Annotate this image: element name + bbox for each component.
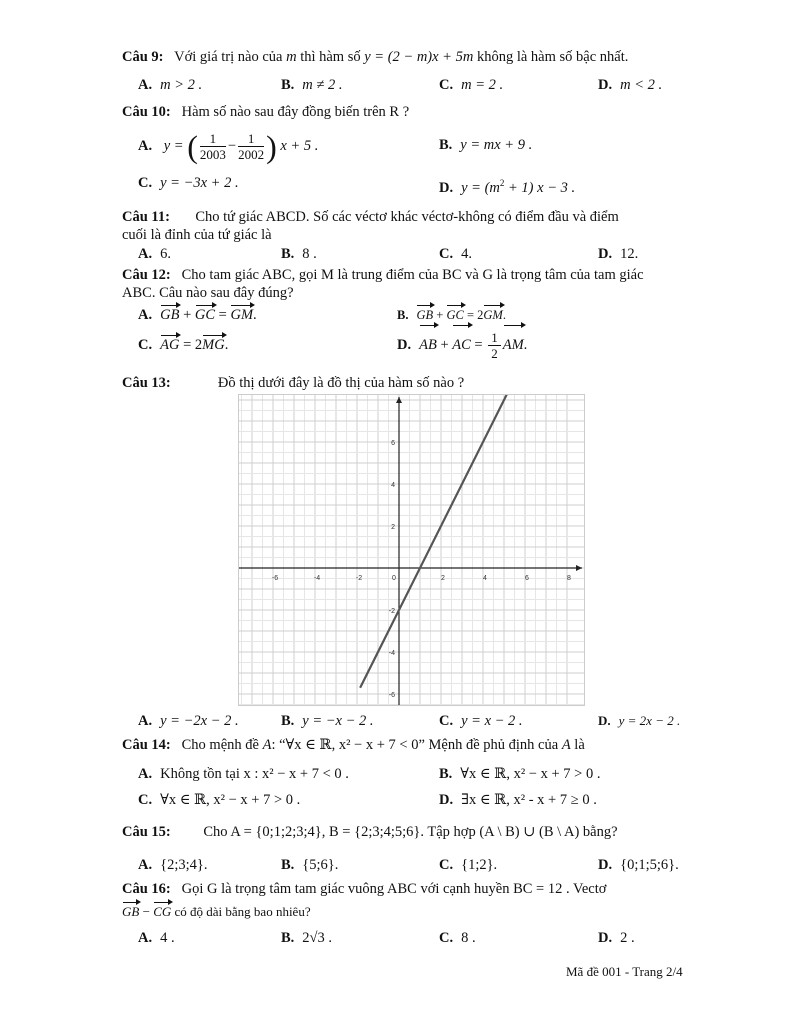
- q12-b-letter: B.: [397, 308, 409, 322]
- q15-b-text: {5;6}.: [302, 857, 339, 873]
- y-tick-label: 6: [391, 440, 395, 447]
- x-tick-label: -2: [355, 575, 363, 582]
- q15-a-text: {2;3;4}.: [160, 857, 208, 873]
- q16-a-text: 4 .: [160, 930, 175, 946]
- q14-c-text: ∀x ∈ ℝ, x² − x + 7 > 0 .: [160, 792, 301, 808]
- q10-b-text: y = mx + 9 .: [460, 137, 533, 153]
- q16-b-letter: B.: [281, 930, 295, 946]
- q9-mid: thì hàm số: [300, 49, 361, 65]
- q10-d-post: + 1) x − 3 .: [504, 179, 576, 196]
- q12-c-coef: 2: [194, 337, 203, 353]
- q14-option-d[interactable]: [439, 791, 597, 809]
- q14-b-letter: B.: [439, 766, 453, 782]
- graph-tick-labels: [272, 440, 571, 699]
- graph-series: [360, 394, 511, 688]
- q13-c-letter: C.: [439, 713, 454, 729]
- q11-text1: Cho tứ giác ABCD. Số các véctơ khác véctơ-không có điểm đầu và điểm: [195, 209, 619, 225]
- q11-c-letter: C.: [439, 246, 454, 262]
- x-tick-label: 2: [441, 575, 445, 582]
- q16-a-letter: A.: [138, 930, 153, 946]
- graph-grid: [239, 395, 584, 705]
- q15-b-letter: B.: [281, 857, 295, 873]
- q15-option-c[interactable]: [439, 856, 497, 874]
- q12-text1: Cho tam giác ABC, gọi M là trung điểm của BC và G là trọng tâm của tam giác: [181, 267, 644, 283]
- q9-func: y = (2 − m)x + 5m: [364, 49, 474, 65]
- q9-option-a[interactable]: [138, 76, 202, 94]
- x-tick-label: 0: [392, 575, 396, 582]
- q15-d-text: {0;1;5;6}.: [620, 857, 679, 873]
- q11-label: Câu 11:: [122, 209, 170, 225]
- function-graph: [238, 394, 585, 706]
- q13-b-text: y = −x − 2 .: [302, 713, 374, 729]
- q13-stem: [122, 374, 464, 392]
- q16-d-text: 2 .: [620, 930, 635, 946]
- q9-option-d[interactable]: [598, 76, 662, 94]
- q15-stem: [122, 823, 618, 841]
- q12-a-vec1: GB: [160, 307, 180, 323]
- x-tick-label: 8: [567, 575, 571, 582]
- q16-option-b[interactable]: [281, 929, 332, 947]
- q13-option-c[interactable]: [439, 712, 523, 730]
- q9-b-letter: B.: [281, 77, 295, 93]
- q14-c-letter: C.: [138, 792, 153, 808]
- q11-d-text: 12.: [620, 246, 639, 262]
- q9-a-letter: A.: [138, 77, 153, 93]
- q14-a-letter: A.: [138, 766, 153, 782]
- q11-b-letter: B.: [281, 246, 295, 262]
- q14-d-text: ∃x ∈ ℝ, x² - x + 7 ≥ 0 .: [461, 792, 597, 808]
- q15-option-b[interactable]: [281, 856, 338, 874]
- q14-option-c[interactable]: [138, 791, 300, 809]
- q13-b-letter: B.: [281, 713, 295, 729]
- q10-a-frac2: $\frac{1}{2002}$: [238, 131, 265, 163]
- q11-stem-line1: [122, 208, 619, 226]
- q10-text: Hàm số nào sau đây đồng biến trên R ?: [181, 104, 410, 120]
- q15-c-letter: C.: [439, 857, 454, 873]
- q12-label: Câu 12:: [122, 267, 171, 283]
- y-tick-label: -2: [388, 608, 395, 615]
- q10-a-letter: A.: [138, 138, 153, 154]
- q14-b-text: ∀x ∈ ℝ, x² − x + 7 > 0 .: [460, 766, 601, 782]
- q10-d-letter: D.: [439, 179, 454, 196]
- q15-d-letter: D.: [598, 857, 613, 873]
- q14-d-letter: D.: [439, 792, 454, 808]
- q12-option-d[interactable]: D. AB + AC = $\frac{1}{2}$ AM.: [397, 326, 527, 364]
- q12-d-vec3: AM: [503, 326, 524, 364]
- q11-c-text: 4.: [461, 246, 472, 262]
- q12-stem-line2: ABC. Câu nào sau đây đúng?: [122, 285, 294, 301]
- q14-stem: Câu 14: Cho mệnh đề A: “∀x ∈ ℝ, x² − x + 7 < 0” Mệnh đề phủ định của A là: [122, 737, 585, 753]
- q14-post: Mệnh đề phủ định của: [428, 737, 559, 753]
- q10-option-c[interactable]: [138, 174, 239, 192]
- q13-d-text: y = 2x − 2 .: [618, 713, 681, 728]
- q16-option-a[interactable]: [138, 929, 175, 947]
- q9-d-text: m < 2 .: [620, 77, 663, 93]
- q9-c-letter: C.: [439, 77, 454, 93]
- q13-text: Đồ thị dưới đây là đồ thị của hàm số nào ?: [217, 375, 465, 391]
- q11-stem-line2: cuối là đỉnh của tứ giác là: [122, 227, 272, 243]
- q9-a-text: m > 2 .: [160, 77, 203, 93]
- q16-stem-line2: GB − CG có độ dài bằng bao nhiêu?: [122, 904, 311, 919]
- q9-pre: Với giá trị nào của: [174, 49, 283, 65]
- x-tick-label: -6: [271, 575, 279, 582]
- q15-a-letter: A.: [138, 857, 153, 873]
- q9-stem: [122, 48, 628, 66]
- q12-d-frac: $\frac{1}{2}$: [488, 330, 501, 361]
- q16-vec1: GB: [122, 904, 140, 919]
- q11-option-a[interactable]: [138, 245, 171, 263]
- q10-a-frac1: $\frac{1}{2003}$: [199, 131, 226, 163]
- q16-label: Câu 16:: [122, 881, 171, 897]
- q16-option-d[interactable]: [598, 929, 635, 947]
- q15-option-d[interactable]: [598, 856, 679, 874]
- q10-d-pre: y = (m: [461, 179, 500, 196]
- q12-option-b[interactable]: B. GB + GC = 2GM.: [397, 308, 506, 322]
- q14-a-text: Không tồn tại x : x² − x + 7 < 0 .: [160, 766, 349, 782]
- x-tick-label: 4: [483, 575, 487, 582]
- q14-stmt: “∀x ∈ ℝ, x² − x + 7 < 0”: [279, 737, 425, 753]
- q10-stem: [122, 103, 409, 121]
- q10-b-letter: B.: [439, 137, 453, 153]
- q16-text1: Gọi G là trọng tâm tam giác vuông ABC với cạnh huyền BC = 12 . Vectơ: [181, 881, 607, 897]
- q11-option-d[interactable]: [598, 245, 638, 263]
- q9-option-b[interactable]: [281, 76, 342, 94]
- q12-c-vec1: AG: [160, 337, 180, 353]
- q14-pre: Cho mệnh đề: [181, 737, 259, 753]
- page-footer: Mã đề 001 - Trang 2/4: [566, 964, 683, 979]
- q13-label: Câu 13:: [122, 375, 171, 391]
- q12-option-c[interactable]: C. AG = 2MG.: [138, 337, 229, 353]
- y-tick-label: -4: [388, 650, 395, 657]
- q10-option-d[interactable]: [439, 174, 575, 197]
- q11-b-text: 8 .: [302, 246, 317, 262]
- q10-option-a[interactable]: A. y = ( $\frac{1}{2003}$ − $\frac{1}{2002}$ ) x + 5 .: [138, 128, 319, 165]
- q15-label: Câu 15:: [122, 824, 171, 840]
- q12-b-vec1: GB: [416, 308, 434, 322]
- y-tick-label: 2: [391, 524, 395, 531]
- q12-d-vec2: AC: [452, 326, 471, 364]
- q14-var: A: [262, 737, 272, 753]
- q12-a-letter: A.: [138, 307, 153, 323]
- q14-option-a[interactable]: [138, 765, 349, 783]
- q15-option-a[interactable]: [138, 856, 207, 874]
- q10-a-pre: y =: [163, 138, 184, 154]
- q12-b-vec3: GM: [483, 308, 503, 322]
- q12-a-vec2: GC: [194, 307, 216, 323]
- q14-var-2: A: [561, 737, 571, 753]
- q14-label: Câu 14:: [122, 737, 171, 753]
- q12-d-letter: D.: [397, 337, 412, 353]
- q12-d-vec1: AB: [419, 326, 437, 364]
- q16-b-text: 2√3 .: [302, 930, 333, 946]
- q14-post2: là: [574, 737, 585, 753]
- q9-label: Câu 9:: [122, 49, 164, 65]
- q11-option-c[interactable]: [439, 245, 472, 263]
- q16-vec2: CG: [153, 904, 172, 919]
- q12-option-a[interactable]: A. GB + GC = GM.: [138, 307, 257, 323]
- q16-c-text: 8 .: [461, 930, 476, 946]
- q14-option-b[interactable]: [439, 765, 600, 783]
- q13-option-a[interactable]: [138, 712, 239, 730]
- q11-d-letter: D.: [598, 246, 613, 262]
- q16-stem-line1: [122, 880, 606, 898]
- q9-post: không là hàm số bậc nhất.: [476, 49, 629, 65]
- q11-a-text: 6.: [160, 246, 171, 262]
- q9-c-text: m = 2 .: [461, 77, 504, 93]
- graph-line: [360, 394, 511, 688]
- q16-c-letter: C.: [439, 930, 454, 946]
- q16-text2: có độ dài bằng bao nhiêu?: [174, 904, 311, 919]
- q12-b-vec2: GC: [446, 308, 464, 322]
- q11-option-b[interactable]: [281, 245, 317, 263]
- y-tick-label: -6: [388, 692, 395, 699]
- q12-b-coef: 2: [477, 308, 484, 322]
- y-tick-label: 4: [391, 482, 395, 489]
- q12-a-vec3: GM: [230, 307, 254, 323]
- q10-c-letter: C.: [138, 175, 153, 191]
- q10-option-b[interactable]: [439, 136, 532, 154]
- q16-d-letter: D.: [598, 930, 613, 946]
- q13-a-letter: A.: [138, 713, 153, 729]
- q11-a-letter: A.: [138, 246, 153, 262]
- q10-a-post: x + 5 .: [280, 138, 319, 154]
- q15-c-text: {1;2}.: [461, 857, 498, 873]
- q13-c-text: y = x − 2 .: [461, 713, 523, 729]
- q9-b-text: m ≠ 2 .: [302, 77, 343, 93]
- q10-d-sup: 2: [499, 178, 505, 188]
- q10-c-text: y = −3x + 2 .: [160, 175, 239, 191]
- q12-c-vec2: MG: [202, 337, 225, 353]
- x-tick-label: -4: [313, 575, 321, 582]
- q13-option-b[interactable]: [281, 712, 374, 730]
- q12-c-letter: C.: [138, 337, 153, 353]
- q13-d-letter: D.: [598, 713, 611, 728]
- x-tick-label: 6: [525, 575, 529, 582]
- q13-option-d[interactable]: [598, 712, 680, 730]
- q9-option-c[interactable]: [439, 76, 503, 94]
- q9-d-letter: D.: [598, 77, 613, 93]
- q16-option-c[interactable]: [439, 929, 476, 947]
- graph-axes: [239, 397, 582, 705]
- q10-label: Câu 10:: [122, 104, 171, 120]
- q13-a-text: y = −2x − 2 .: [160, 713, 239, 729]
- q15-text: Cho A = {0;1;2;3;4}, B = {2;3;4;5;6}. Tập hợp (A \ B) ∪ (B \ A) bằng?: [203, 824, 618, 840]
- q9-var: m: [286, 49, 297, 65]
- q12-stem-line1: [122, 266, 644, 284]
- x-axis-arrow: [576, 565, 582, 571]
